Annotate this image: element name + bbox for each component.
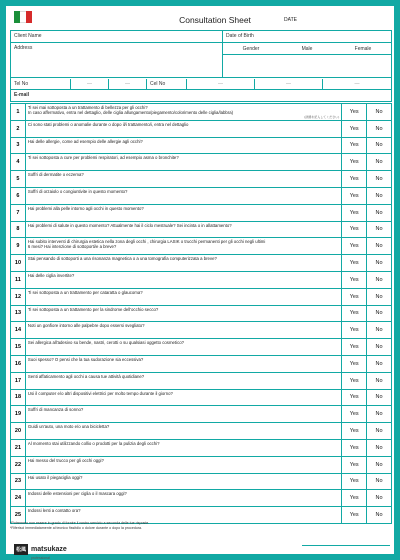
email-field[interactable]: E-mail bbox=[14, 92, 30, 98]
yes-option[interactable]: Yes bbox=[342, 171, 367, 187]
question-row bbox=[11, 356, 391, 373]
no-option[interactable]: No bbox=[375, 461, 383, 468]
yes-option[interactable]: Yes bbox=[342, 306, 367, 322]
yes-option[interactable]: Yes bbox=[342, 272, 367, 288]
question-number: 1 bbox=[11, 104, 26, 120]
question-italian: Ti sei mai sottoposta a un trattamento di bellezza per gli occhi? bbox=[27, 105, 148, 110]
question-row bbox=[11, 205, 391, 222]
question-row bbox=[11, 121, 391, 138]
no-option[interactable]: No bbox=[375, 310, 383, 317]
no-option[interactable]: No bbox=[375, 344, 383, 351]
question-row bbox=[11, 423, 391, 440]
signature-line[interactable] bbox=[302, 529, 390, 546]
question-number: 8 bbox=[11, 222, 26, 238]
question-number: 3 bbox=[11, 138, 26, 154]
question-row bbox=[11, 490, 391, 507]
no-option[interactable]: No bbox=[375, 411, 383, 418]
no-option[interactable]: No bbox=[375, 209, 383, 216]
question-number: 24 bbox=[11, 490, 26, 506]
questions-table bbox=[10, 103, 392, 524]
date-of-birth-field[interactable]: Date of Birth bbox=[226, 33, 254, 39]
question-number: 4 bbox=[11, 154, 26, 170]
question-italian: Indossi lenti a contatto ora? bbox=[27, 508, 81, 514]
question-row bbox=[11, 390, 391, 407]
no-option[interactable]: No bbox=[375, 428, 383, 435]
no-option[interactable]: No bbox=[375, 226, 383, 233]
question-japanese: (詳細を記入してください) bbox=[304, 114, 340, 119]
question-text bbox=[26, 322, 342, 338]
question-text bbox=[26, 222, 342, 238]
question-number: 12 bbox=[11, 289, 26, 305]
question-italian: Suoi spesso? O pensi che la tua sudorazione sia eccessiva? bbox=[27, 356, 144, 362]
question-italian: Hai subito interventi di chirurgia estetica nella zona degli occhi , chirurgia LASIK o trucchi permanenti per gli occhi negli ultimi bbox=[27, 239, 266, 245]
question-number: 18 bbox=[11, 390, 26, 406]
no-option[interactable]: No bbox=[375, 444, 383, 451]
no-option[interactable]: No bbox=[375, 142, 383, 149]
brand-sub: professional bbox=[31, 556, 50, 560]
question-number: 16 bbox=[11, 356, 26, 372]
question-italian: Ti sei sottoposta a un trattamento per cataratta o glaucoma? bbox=[27, 289, 143, 295]
question-text bbox=[26, 440, 342, 456]
gender-label: Gender bbox=[242, 45, 260, 52]
page-title bbox=[6, 15, 394, 25]
no-option[interactable]: No bbox=[375, 159, 383, 166]
question-italian: Ti sei sottoposta a cure per problemi respiratori, ad esempio asma o bronchite? bbox=[27, 155, 179, 161]
question-text bbox=[26, 138, 342, 154]
question-number: 22 bbox=[11, 457, 26, 473]
question-text bbox=[26, 154, 342, 170]
question-number: 19 bbox=[11, 406, 26, 422]
footer-note-2: *Riferisci immediatamente al tecnico fissitdio o dolore durante o dopo la procedura. bbox=[10, 525, 143, 530]
question-italian: Hai messo del trucco per gli occhi oggi? bbox=[27, 457, 104, 463]
question-italian: Guidi un'auto, una moto e/o una bicicletta? bbox=[27, 424, 110, 430]
no-option[interactable]: No bbox=[375, 512, 383, 519]
no-option[interactable]: No bbox=[375, 125, 383, 132]
yes-option[interactable]: Yes bbox=[342, 121, 367, 137]
question-row bbox=[11, 457, 391, 474]
yes-option[interactable]: Yes bbox=[342, 188, 367, 204]
question-row bbox=[11, 474, 391, 491]
no-option[interactable]: No bbox=[375, 293, 383, 300]
question-text bbox=[26, 255, 342, 271]
question-number: 17 bbox=[11, 373, 26, 389]
question-row bbox=[11, 272, 391, 289]
question-number: 23 bbox=[11, 474, 26, 490]
question-text bbox=[26, 121, 342, 137]
question-number: 25 bbox=[11, 507, 26, 523]
question-row bbox=[11, 154, 391, 171]
question-number: 9 bbox=[11, 238, 26, 254]
question-number: 21 bbox=[11, 440, 26, 456]
yes-option[interactable]: Yes bbox=[342, 339, 367, 355]
brand-mark: 松風 bbox=[14, 544, 28, 555]
tel-part-2[interactable]: — bbox=[109, 79, 147, 89]
no-option[interactable]: No bbox=[375, 276, 383, 283]
question-text bbox=[26, 238, 342, 254]
cel-part-2[interactable]: — bbox=[255, 79, 323, 89]
question-text bbox=[26, 490, 342, 506]
client-name-field[interactable]: Client Name bbox=[11, 31, 223, 42]
question-italian: Hai delle ciglia invertite? bbox=[27, 272, 75, 278]
yes-option[interactable]: Yes bbox=[342, 138, 367, 154]
question-row bbox=[11, 138, 391, 155]
yes-option[interactable]: Yes bbox=[342, 390, 367, 406]
yes-option[interactable]: Yes bbox=[342, 406, 367, 422]
date-label: DATE bbox=[284, 17, 297, 23]
question-number: 10 bbox=[11, 255, 26, 271]
question-text bbox=[26, 205, 342, 221]
question-text bbox=[26, 356, 342, 372]
cel-label: Cel No bbox=[147, 79, 187, 89]
question-text bbox=[26, 339, 342, 355]
question-italian: Ci sono stati problemi o anomalie durante o dopo il/i trattamento/i, entra nel dettaglio bbox=[27, 121, 189, 127]
no-option[interactable]: No bbox=[375, 260, 383, 267]
male-option[interactable]: Male bbox=[301, 45, 313, 52]
yes-option[interactable]: Yes bbox=[342, 423, 367, 439]
question-row bbox=[11, 306, 391, 323]
question-row bbox=[11, 104, 391, 121]
cel-part-3[interactable]: — bbox=[354, 80, 360, 87]
question-text bbox=[26, 272, 342, 288]
question-number: 2 bbox=[11, 121, 26, 137]
question-italian: Usi il computer e/o altri dispositivi elettrici per molto tempo durante il giorno? bbox=[27, 390, 173, 396]
gender-block bbox=[223, 43, 391, 77]
question-number: 14 bbox=[11, 322, 26, 338]
question-number: 5 bbox=[11, 171, 26, 187]
question-text bbox=[26, 423, 342, 439]
question-italian-cont: In caso affermativo, entra nel dettaglio, delle ciglia allungamento/piegamento/colorimento delle ciglia/labbra) bbox=[27, 110, 234, 115]
client-info-table bbox=[10, 30, 392, 102]
question-italian: Al momento stai utilizzando collio o prodotti per la pulizia degli occhi? bbox=[27, 440, 160, 446]
footer-note-1: *Potremmo non essere in grado di fornire il nostro servizio a seconda delle tue risposte. bbox=[10, 521, 150, 525]
yes-option[interactable]: Yes bbox=[342, 507, 367, 523]
question-italian: Ti sei sottoposta a un trattamento per la sindrome dell'occhio secco? bbox=[27, 306, 159, 312]
no-option[interactable]: No bbox=[375, 360, 383, 367]
tel-part-1[interactable]: — bbox=[71, 79, 109, 89]
question-text bbox=[26, 188, 342, 204]
question-row bbox=[11, 440, 391, 457]
tel-label: Tel No bbox=[11, 79, 71, 89]
yes-option[interactable]: Yes bbox=[342, 222, 367, 238]
consultation-sheet bbox=[6, 6, 394, 560]
cel-part-1[interactable]: — bbox=[187, 79, 255, 89]
no-option[interactable]: No bbox=[375, 327, 383, 334]
question-italian: Soffri di mancanza di sonno? bbox=[27, 407, 84, 413]
question-number: 13 bbox=[11, 306, 26, 322]
yes-option[interactable]: Yes bbox=[342, 490, 367, 506]
question-row bbox=[11, 289, 391, 306]
brand-name: matsukaze bbox=[31, 546, 67, 553]
question-row bbox=[11, 373, 391, 390]
yes-option[interactable]: Yes bbox=[342, 104, 367, 120]
question-row bbox=[11, 222, 391, 239]
question-text bbox=[26, 390, 342, 406]
question-italian: Stai pensando di sottoporti a una risonanza magnetica o a una tomografia computerizzata a breve? bbox=[27, 256, 217, 262]
question-text bbox=[26, 289, 342, 305]
no-option[interactable]: No bbox=[375, 394, 383, 401]
question-number: 20 bbox=[11, 423, 26, 439]
question-italian: Senti affaticamento agli occhi a causa tue attività quotidiane? bbox=[27, 373, 145, 379]
no-option[interactable]: No bbox=[375, 108, 383, 115]
question-row bbox=[11, 255, 391, 272]
female-option[interactable]: Female bbox=[354, 45, 372, 52]
yes-option[interactable]: Yes bbox=[342, 289, 367, 305]
question-text bbox=[26, 306, 342, 322]
no-option[interactable]: No bbox=[375, 377, 383, 384]
yes-option[interactable]: Yes bbox=[342, 356, 367, 372]
question-row bbox=[11, 406, 391, 423]
yes-option[interactable]: Yes bbox=[342, 474, 367, 490]
question-number: 15 bbox=[11, 339, 26, 355]
question-italian: Indossi delle estensioni per ciglia o il mascara oggi? bbox=[27, 491, 127, 497]
question-italian: Noti un gonfiore intorno alle palpebre dopo essersi svegliato? bbox=[27, 323, 145, 329]
no-option[interactable]: No bbox=[375, 478, 383, 485]
address-field[interactable]: Address bbox=[11, 43, 223, 77]
question-text bbox=[26, 171, 342, 187]
yes-option[interactable]: Yes bbox=[342, 238, 367, 254]
question-italian: Soffri di dermatite o eczema? bbox=[27, 172, 84, 178]
question-italian: Hai problemi di salute in questo momento? Attualmente hai il ciclo mestruale? Sei incinta o in allattamento? bbox=[27, 222, 232, 228]
yes-option[interactable]: Yes bbox=[342, 255, 367, 271]
yes-option[interactable]: Yes bbox=[342, 322, 367, 338]
question-number: 6 bbox=[11, 188, 26, 204]
question-text bbox=[26, 104, 342, 120]
yes-option[interactable]: Yes bbox=[342, 373, 367, 389]
question-row bbox=[11, 339, 391, 356]
no-option[interactable]: No bbox=[375, 495, 383, 502]
question-italian: Hai problemi alla pelle intorno agli occhi in questo momento? bbox=[27, 205, 144, 211]
question-number: 11 bbox=[11, 272, 26, 288]
question-italian: Hai delle allergie, come ad esempio delle allergie agli occhi? bbox=[27, 138, 143, 144]
yes-option[interactable]: Yes bbox=[342, 457, 367, 473]
question-text bbox=[26, 373, 342, 389]
yes-option[interactable]: Yes bbox=[342, 154, 367, 170]
question-row bbox=[11, 322, 391, 339]
question-text bbox=[26, 474, 342, 490]
no-option[interactable]: No bbox=[375, 192, 383, 199]
question-italian: Hai usato il piegaciglia oggi? bbox=[27, 474, 83, 480]
no-option[interactable]: No bbox=[375, 176, 383, 183]
question-italian-cont: 6 mesi? Hai intenzione di sottoporti/e a breve? bbox=[27, 244, 117, 250]
question-italian: Soffri di orzaiolo o congiuntivite in questo momento? bbox=[27, 188, 128, 194]
title-text: Consultation Sheet bbox=[179, 15, 251, 25]
question-row bbox=[11, 188, 391, 205]
brand-logo bbox=[14, 538, 67, 560]
yes-option[interactable]: Yes bbox=[342, 205, 367, 221]
question-row bbox=[11, 238, 391, 255]
no-option[interactable]: No bbox=[375, 243, 383, 250]
question-row bbox=[11, 171, 391, 188]
yes-option[interactable]: Yes bbox=[342, 440, 367, 456]
question-number: 7 bbox=[11, 205, 26, 221]
question-text bbox=[26, 406, 342, 422]
question-italian: Sei allergica all'adesivo su bende, nastri, cerotti o su qualsiasi oggetto cosmetico? bbox=[27, 340, 184, 346]
question-text bbox=[26, 457, 342, 473]
